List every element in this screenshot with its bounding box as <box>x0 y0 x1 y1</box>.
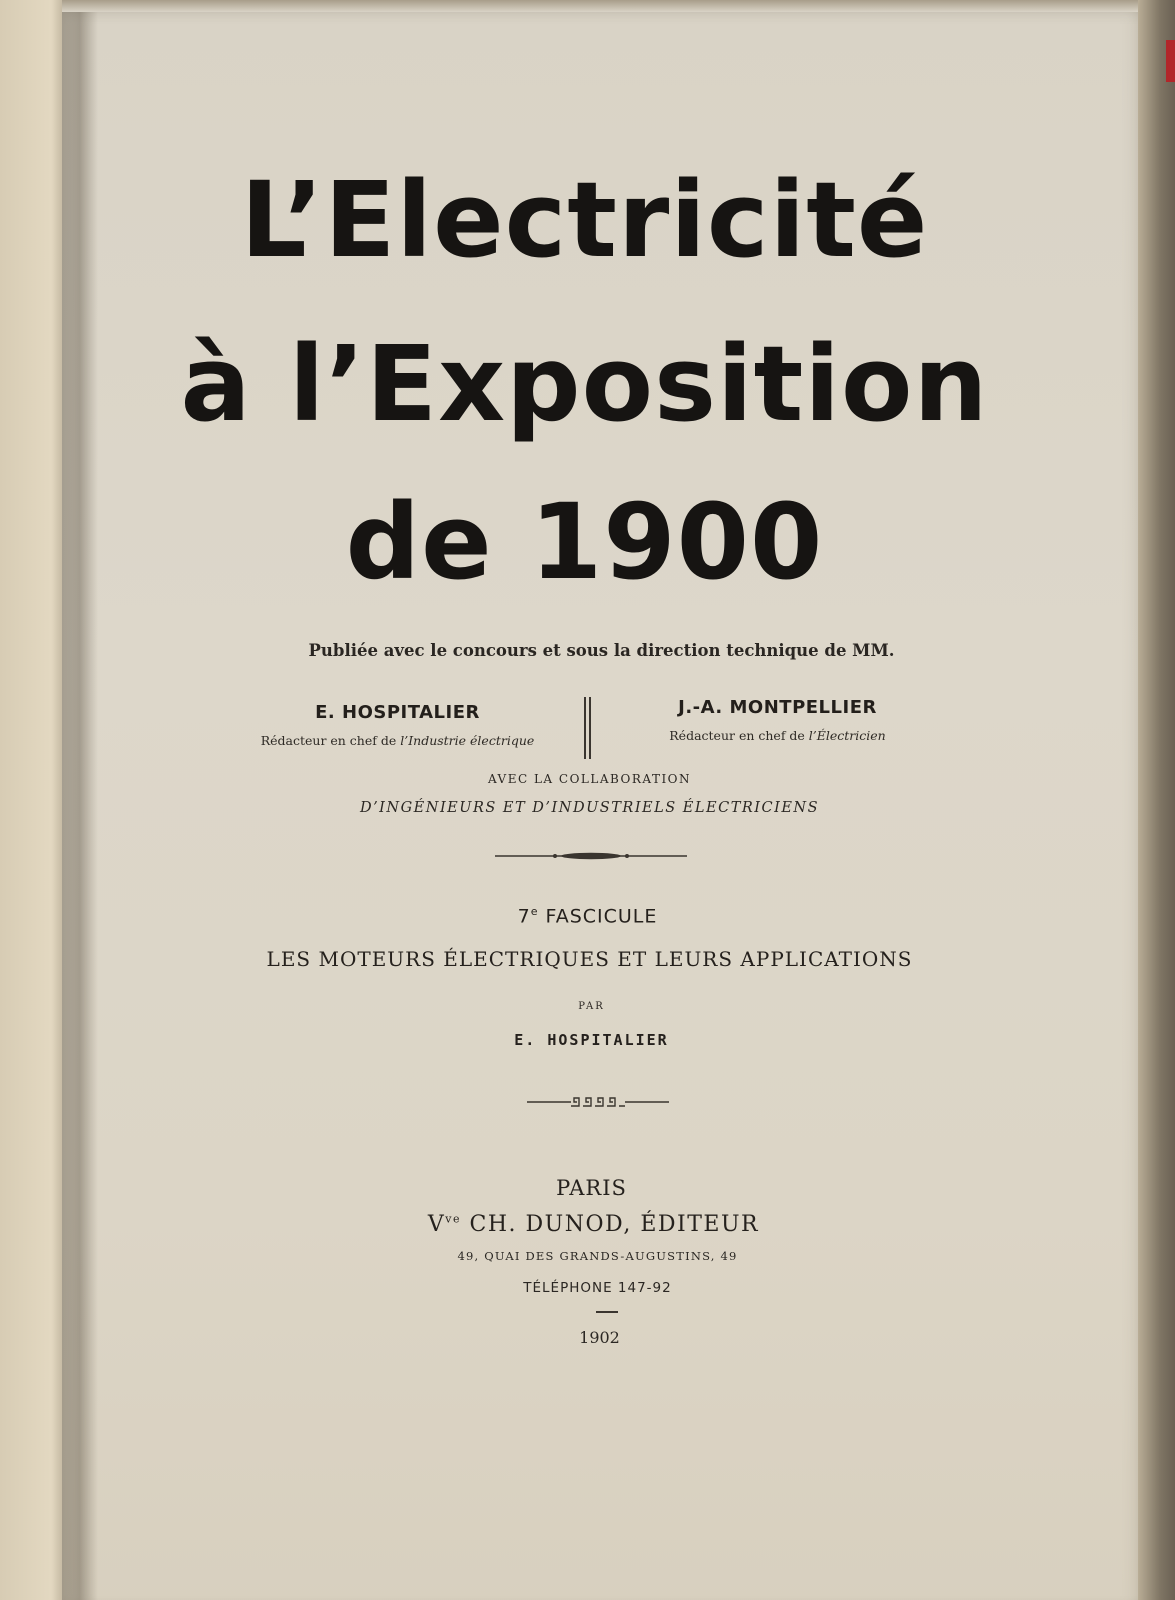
imprint-year: 1902 <box>579 1328 620 1347</box>
by-label: PAR <box>578 1001 605 1012</box>
author-block-left <box>230 702 565 748</box>
imprint-city: PARIS <box>556 1176 627 1200</box>
imprint-publisher: $V^{ve}$ CH. DUNOD, ÉDITEUR <box>427 1212 760 1237</box>
imprint-phone: TÉLÉPHONE 147-92 <box>523 1280 672 1296</box>
title-line-2: à l’Exposition <box>180 323 989 445</box>
published-with-line: Publiée avec le concours et sous la direction technique de MM. <box>308 641 895 660</box>
collaboration-detail: D’INGÉNIEURS ET D’INDUSTRIELS ÉLECTRICIENS <box>359 800 820 816</box>
title-line-3: de 1900 <box>345 481 824 603</box>
fascicle-number: 7e FASCICULE <box>517 905 658 928</box>
page-top-edge <box>62 0 1142 12</box>
bookmark-ribbon <box>1166 40 1175 82</box>
fascicle-subject: LES MOTEURS ÉLECTRIQUES ET LEURS APPLICATIONS <box>266 947 913 971</box>
imprint-address: 49, QUAI DES GRANDS-AUGUSTINS, 49 <box>457 1249 738 1263</box>
imprint-dash <box>596 1311 618 1313</box>
ornament-rule <box>495 848 687 864</box>
author-name: E. HOSPITALIER <box>315 702 480 723</box>
title-line-1: L’Electricité <box>240 159 929 281</box>
greek-key-ornament <box>527 1094 669 1110</box>
collaboration-heading: AVEC LA COLLABORATION <box>487 772 692 786</box>
author-block-right <box>610 697 945 743</box>
author-name: J.-A. MONTPELLIER <box>678 697 877 718</box>
author-divider <box>584 697 592 759</box>
author-role: Rédacteur en chef de l’Électricien <box>669 728 886 743</box>
by-author: E. HOSPITALIER <box>514 1031 669 1049</box>
author-role: Rédacteur en chef de l’Industrie électrique <box>260 733 535 748</box>
